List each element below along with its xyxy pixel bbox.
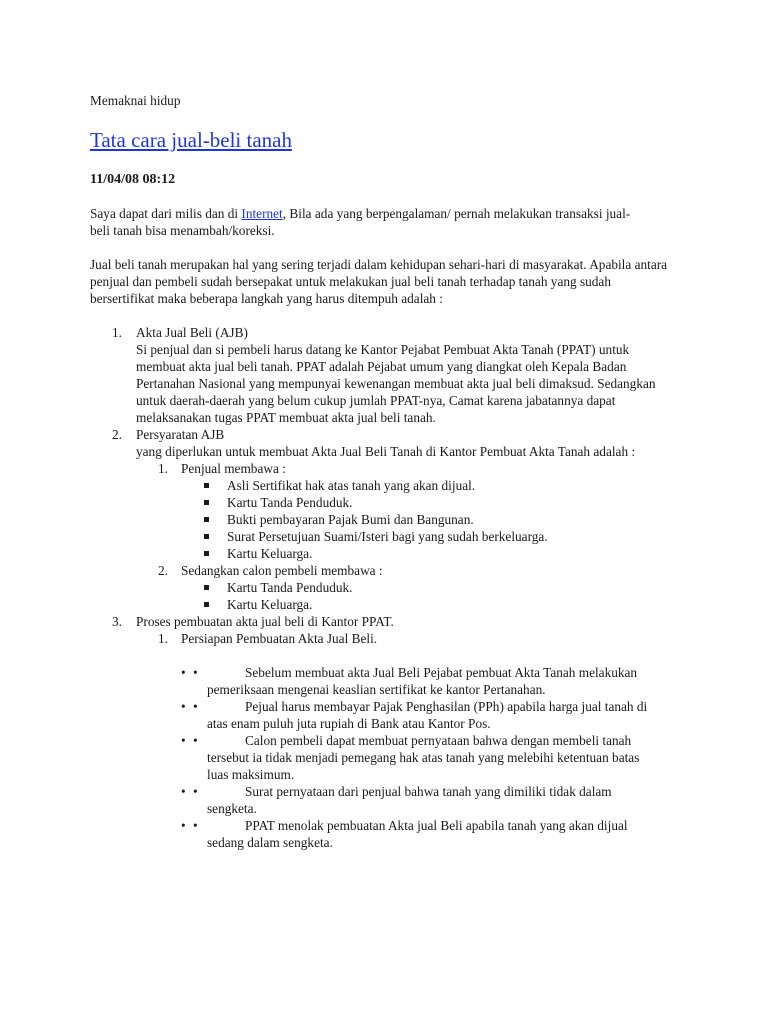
bullet-item: Asli Sertifikat hak atas tanah yang akan dijual. [181,477,690,494]
sublist-number: 1. [158,461,168,476]
list-number: 2. [112,427,122,442]
item-title: Persyaratan AJB [136,427,225,442]
dot-marker: • • [181,665,200,680]
dot-marker: • • [181,784,200,799]
dot-marker: • • [181,818,200,833]
preparation-item [181,817,662,851]
preparation-text: Calon pembeli dapat membuat pernyataan bahwa dengan membeli tanah tersebut ia tidak menjadi pemegang hak atas tanah yang melebihi ketentuan batas luas maksimum. [207,733,640,782]
item-text: Si penjual dan si pembeli harus datang ke Kantor Pejabat Pembuat Akta Tanah (PPAT) untuk membuat akta jual beli tanah. PPAT adalah Pejabat umum yang diangkat oleh Kepala Badan Pertanahan Nasional yang mempunyai kewenangan membuat akta jual beli dimaksud. Sedangkan untuk daerah-daerah yang belum cukup jumlah PPAT-nya, Camat karena jabatannya dapat melaksanakan tugas PPAT membuat akta jual beli tanah. [136,342,656,425]
sublist-title: Penjual membawa : [181,461,286,476]
list-number: 3. [112,614,122,629]
dot-marker: • • [181,699,200,714]
bullet-item: Kartu Keluarga. [181,596,690,613]
blog-name: Memaknai hidup [90,93,181,108]
preparation-item [181,698,662,732]
sublist-title: Sedangkan calon pembeli membawa : [181,563,383,578]
internet-link[interactable]: Internet [241,206,283,221]
preparation-text: Surat pernyataan dari penjual bahwa tanah yang dimiliki tidak dalam sengketa. [207,784,612,816]
body-paragraph: Jual beli tanah merupakan hal yang sering terjadi dalam kehidupan sehari-hari di masyarakat. Apabila antara penjual dan pembeli sudah bersepakat untuk melakukan jual beli tanah terhadap tanah yang sudah bersertifikat maka beberapa langkah yang harus ditempuh adalah : [90,257,668,306]
preparation-item [181,664,662,698]
list-number: 1. [112,325,122,340]
item-title: Akta Jual Beli (AJB) [136,325,248,340]
bullet-item: Kartu Tanda Penduduk. [181,579,690,596]
list-item-proses [90,613,690,851]
requirements-sublist [136,460,690,613]
list-item-persyaratan [90,426,690,613]
intro-text-end: , Bila ada yang berpengalaman/ pernah melakukan transaksi jual-beli tanah bisa menambah/koreksi. [90,206,631,238]
sublist-title: Persiapan Pembuatan Akta Jual Beli. [181,631,378,646]
bullet-item: Kartu Tanda Penduduk. [181,494,690,511]
post-title [90,127,690,153]
sublist-item-pembeli [136,562,690,613]
preparation-item [181,732,662,783]
sublist-number: 2. [158,563,168,578]
intro-paragraph [90,205,650,239]
preparation-list [181,664,690,851]
dot-marker: • • [181,733,200,748]
preparation-text: PPAT menolak pembuatan Akta jual Beli apabila tanah yang akan dijual sedang dalam sengketa. [207,818,628,850]
post-title-link[interactable]: Tata cara jual-beli tanah [90,128,292,152]
process-sublist [136,630,690,851]
item-title: Proses pembuatan akta jual beli di Kantor PPAT. [136,614,394,629]
bullet-item: Kartu Keluarga. [181,545,690,562]
preparation-text: Sebelum membuat akta Jual Beli Pejabat pembuat Akta Tanah melakukan pemeriksaan mengenai keaslian sertifikat ke kantor Pertanahan. [207,665,638,697]
preparation-text: Pejual harus membayar Pajak Penghasilan (PPh) apabila harga jual tanah di atas enam puluh juta rupiah di Bank atau Kantor Pos. [207,699,648,731]
document-page [90,92,690,851]
item-text: yang diperlukan untuk membuat Akta Jual Beli Tanah di Kantor Pembuat Akta Tanah adalah : [136,444,636,459]
sublist-number: 1. [158,631,168,646]
sublist-item-persiapan [136,630,690,851]
bullet-item: Bukti pembayaran Pajak Bumi dan Bangunan. [181,511,690,528]
intro-text-start: Saya dapat dari milis dan di [90,206,242,221]
steps-list [90,324,690,851]
bullet-list [181,579,690,613]
preparation-item [181,783,662,817]
list-item-ajb [90,324,690,426]
sublist-item-penjual [136,460,690,562]
post-date: 11/04/08 08:12 [90,172,176,187]
bullet-item: Surat Persetujuan Suami/Isteri bagi yang sudah berkeluarga. [181,528,690,545]
bullet-list [181,477,690,562]
